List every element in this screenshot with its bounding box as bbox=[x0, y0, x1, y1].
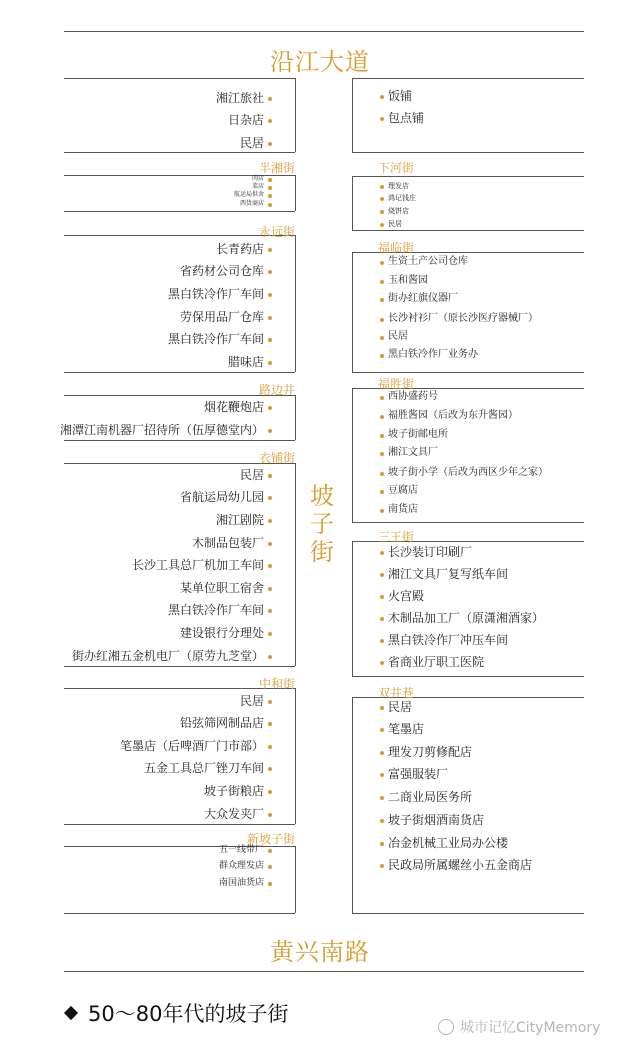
location-dot-icon bbox=[380, 864, 384, 868]
block-side-line bbox=[352, 176, 353, 230]
building-label: 西货商店 bbox=[239, 200, 264, 207]
building-label: 长青药店 bbox=[215, 242, 264, 256]
street-label: 中和街 bbox=[258, 677, 295, 691]
location-dot-icon bbox=[268, 865, 272, 869]
location-dot-icon bbox=[380, 573, 384, 577]
building-label: 木制品加工厂（原潇湘酒家） bbox=[388, 611, 545, 625]
location-dot-icon bbox=[380, 452, 384, 456]
building-label: 民居 bbox=[239, 694, 264, 708]
location-dot-icon bbox=[268, 186, 272, 190]
building-label: 民居 bbox=[388, 331, 408, 342]
building-label: 笔墨店 bbox=[388, 722, 425, 736]
location-dot-icon bbox=[268, 316, 272, 320]
location-dot-icon bbox=[380, 842, 384, 846]
location-dot-icon bbox=[268, 882, 272, 886]
location-dot-icon bbox=[268, 338, 272, 342]
caption bbox=[62, 998, 288, 1028]
building-label: 生资土产公司仓库 bbox=[388, 256, 468, 267]
block-side-line bbox=[295, 78, 296, 152]
block-bottom-line bbox=[352, 152, 584, 153]
location-dot-icon bbox=[268, 609, 272, 613]
building-label: 民居 bbox=[239, 468, 264, 482]
building-label: 湘江剧院 bbox=[215, 513, 264, 527]
building-label: 二商业局医务所 bbox=[388, 790, 473, 804]
building-label: 坡子街粮店 bbox=[203, 784, 264, 798]
location-dot-icon bbox=[380, 551, 384, 555]
building-label: 坡子街小学（后改为西区少年之家） bbox=[388, 467, 548, 478]
location-dot-icon bbox=[380, 298, 384, 302]
building-label: 省航运局幼儿园 bbox=[179, 490, 264, 504]
block-side-line bbox=[352, 78, 353, 152]
building-label: 长沙衬衫厂（原长沙医疗器械厂） bbox=[388, 313, 538, 324]
street-label: 下河街 bbox=[378, 161, 415, 175]
watermark-text: 城市记忆CityMemory bbox=[460, 1020, 601, 1036]
street-label: 新坡子街 bbox=[246, 832, 295, 846]
building-label: 民政局所属螺丝小五金商店 bbox=[388, 858, 533, 872]
block-side-line bbox=[295, 463, 296, 666]
block-top-line bbox=[64, 78, 295, 79]
block-side-line bbox=[295, 688, 296, 824]
building-label: 菜店 bbox=[251, 183, 264, 190]
location-dot-icon bbox=[268, 248, 272, 252]
building-label: 日杂店 bbox=[227, 113, 264, 127]
location-dot-icon bbox=[380, 617, 384, 621]
building-label: 西协盛药号 bbox=[388, 391, 438, 402]
building-label: 建设银行分理处 bbox=[179, 626, 264, 640]
south-border-line bbox=[64, 971, 584, 972]
location-dot-icon bbox=[268, 813, 272, 817]
building-label: 黑白铁冷作厂车间 bbox=[167, 603, 264, 617]
location-dot-icon bbox=[268, 655, 272, 659]
building-label: 街办红旗仪器厂 bbox=[388, 293, 458, 304]
street-label: 福临街 bbox=[378, 241, 415, 255]
building-label: 烟花鞭炮店 bbox=[203, 400, 264, 414]
location-dot-icon bbox=[380, 280, 384, 284]
location-dot-icon bbox=[380, 197, 384, 201]
building-label: 湘江文具厂复写纸车间 bbox=[388, 567, 509, 581]
location-dot-icon bbox=[380, 434, 384, 438]
street-label: 衣铺街 bbox=[258, 451, 295, 465]
location-dot-icon bbox=[380, 354, 384, 358]
center-street-label bbox=[308, 482, 336, 566]
block-top-line bbox=[352, 176, 584, 177]
building-label: 理发刀剪修配店 bbox=[388, 745, 473, 759]
block-side-line bbox=[295, 395, 296, 440]
block-side-line bbox=[352, 252, 353, 372]
north-road-label: 沿江大道 bbox=[270, 48, 370, 76]
location-dot-icon bbox=[380, 210, 384, 214]
building-label: 劳保用品厂仓库 bbox=[179, 310, 264, 324]
street-label: 双井巷 bbox=[378, 686, 415, 700]
location-dot-icon bbox=[380, 336, 384, 340]
location-dot-icon bbox=[268, 745, 272, 749]
street-label: 永远街 bbox=[258, 225, 295, 239]
building-label: 肉店 bbox=[251, 175, 264, 182]
location-dot-icon bbox=[268, 293, 272, 297]
location-dot-icon bbox=[268, 587, 272, 591]
location-dot-icon bbox=[268, 564, 272, 568]
location-dot-icon bbox=[268, 406, 272, 410]
block-bottom-line bbox=[64, 440, 295, 441]
location-dot-icon bbox=[380, 117, 384, 121]
block-top-line bbox=[352, 78, 584, 79]
location-dot-icon bbox=[268, 361, 272, 365]
center-street-char: 街 bbox=[310, 538, 334, 566]
building-label: 大众发夹厂 bbox=[203, 807, 264, 821]
location-dot-icon bbox=[268, 519, 272, 523]
building-label: 南国油货店 bbox=[218, 877, 264, 888]
location-dot-icon bbox=[268, 767, 272, 771]
location-dot-icon bbox=[268, 849, 272, 853]
building-label: 五金工具总厂锉刀车间 bbox=[143, 761, 264, 775]
block-bottom-line bbox=[64, 666, 295, 667]
building-label: 湘江旅社 bbox=[215, 91, 264, 105]
building-label: 福胜酱园（后改为东升酱园） bbox=[388, 410, 518, 421]
block-side-line bbox=[352, 541, 353, 676]
block-bottom-line bbox=[352, 913, 584, 914]
building-label: 航运局供舍 bbox=[233, 191, 264, 198]
location-dot-icon bbox=[268, 542, 272, 546]
south-road-label: 黄兴南路 bbox=[270, 938, 370, 966]
location-dot-icon bbox=[268, 790, 272, 794]
building-label: 冶金机械工业局办公楼 bbox=[388, 836, 509, 850]
location-dot-icon bbox=[268, 700, 272, 704]
location-dot-icon bbox=[268, 632, 272, 636]
block-bottom-line bbox=[352, 372, 584, 373]
building-label: 省药材公司仓库 bbox=[179, 264, 264, 278]
building-label: 坡子街烟酒南货店 bbox=[388, 813, 485, 827]
building-label: 包点铺 bbox=[388, 111, 425, 125]
wechat-icon bbox=[438, 1019, 454, 1035]
building-label: 火宫殿 bbox=[388, 589, 425, 603]
location-dot-icon bbox=[268, 429, 272, 433]
building-label: 五一线带厂 bbox=[218, 844, 264, 855]
block-bottom-line bbox=[64, 372, 295, 373]
location-dot-icon bbox=[380, 396, 384, 400]
location-dot-icon bbox=[380, 223, 384, 227]
building-label: 富强服装厂 bbox=[388, 767, 449, 781]
building-label: 铅弦筛网制品店 bbox=[179, 716, 264, 730]
center-street-char: 子 bbox=[310, 510, 334, 538]
block-bottom-line bbox=[352, 676, 584, 677]
location-dot-icon bbox=[380, 706, 384, 710]
location-dot-icon bbox=[380, 318, 384, 322]
location-dot-icon bbox=[380, 472, 384, 476]
building-label: 黑白铁冷作厂业务办 bbox=[388, 349, 478, 360]
building-label: 长沙装订印刷厂 bbox=[388, 545, 473, 559]
block-side-line bbox=[295, 846, 296, 913]
building-label: 南货店 bbox=[388, 504, 418, 515]
building-label: 烧饼店 bbox=[388, 206, 409, 215]
location-dot-icon bbox=[268, 119, 272, 123]
location-dot-icon bbox=[380, 751, 384, 755]
block-bottom-line bbox=[64, 152, 295, 153]
top-border-line bbox=[64, 31, 584, 32]
block-bottom-line bbox=[64, 824, 295, 825]
location-dot-icon bbox=[268, 97, 272, 101]
building-label: 坡子街邮电所 bbox=[388, 429, 448, 440]
building-label: 理发店 bbox=[388, 181, 409, 190]
location-dot-icon bbox=[268, 203, 272, 207]
building-label: 湘江文具厂 bbox=[388, 447, 438, 458]
building-label: 饭铺 bbox=[388, 89, 413, 103]
watermark bbox=[438, 1017, 600, 1037]
location-dot-icon bbox=[380, 796, 384, 800]
block-bottom-line bbox=[64, 211, 295, 212]
location-dot-icon bbox=[380, 509, 384, 513]
building-label: 黑白铁冷作厂车间 bbox=[167, 287, 264, 301]
location-dot-icon bbox=[380, 490, 384, 494]
building-label: 笔墨店（后啤酒厂门市部） bbox=[119, 739, 264, 753]
location-dot-icon bbox=[380, 661, 384, 665]
block-side-line bbox=[295, 175, 296, 211]
location-dot-icon bbox=[268, 194, 272, 198]
street-label: 三王街 bbox=[378, 530, 415, 544]
street-label: 半湘街 bbox=[258, 161, 295, 175]
building-label: 某单位职工宿舍 bbox=[179, 581, 264, 595]
building-label: 木制品包装厂 bbox=[191, 536, 264, 550]
building-label: 民居 bbox=[388, 219, 402, 228]
building-label: 街办红湘五金机电厂（原劳九芝堂） bbox=[71, 649, 264, 663]
building-label: 民居 bbox=[388, 700, 413, 714]
building-label: 民居 bbox=[239, 136, 264, 150]
building-label: 黑白铁冷作厂车间 bbox=[167, 332, 264, 346]
location-dot-icon bbox=[380, 261, 384, 265]
street-label: 路边井 bbox=[258, 383, 295, 397]
location-dot-icon bbox=[380, 773, 384, 777]
block-bottom-line bbox=[352, 230, 584, 231]
building-label: 省商业厅职工医院 bbox=[388, 655, 485, 669]
building-label: 玉和酱园 bbox=[388, 275, 428, 286]
block-side-line bbox=[295, 235, 296, 372]
location-dot-icon bbox=[380, 595, 384, 599]
building-label: 鸿记钱庄 bbox=[388, 193, 416, 202]
building-label: 豆腐店 bbox=[388, 485, 418, 496]
block-side-line bbox=[352, 388, 353, 522]
location-dot-icon bbox=[268, 178, 272, 182]
location-dot-icon bbox=[268, 270, 272, 274]
location-dot-icon bbox=[380, 639, 384, 643]
caption-text: 50～80年代的坡子街 bbox=[88, 1002, 289, 1026]
block-bottom-line bbox=[64, 913, 295, 914]
location-dot-icon bbox=[380, 185, 384, 189]
location-dot-icon bbox=[380, 415, 384, 419]
street-label: 福胜街 bbox=[378, 377, 415, 391]
diamond-icon bbox=[64, 1006, 78, 1020]
location-dot-icon bbox=[380, 819, 384, 823]
building-label: 黑白铁冷作厂冲压车间 bbox=[388, 633, 509, 647]
center-street-char: 坡 bbox=[310, 482, 334, 510]
block-bottom-line bbox=[352, 522, 584, 523]
location-dot-icon bbox=[268, 474, 272, 478]
building-label: 湘潭江南机器厂招待所（伍厚德堂内） bbox=[59, 423, 264, 437]
location-dot-icon bbox=[380, 95, 384, 99]
location-dot-icon bbox=[268, 142, 272, 146]
building-label: 长沙工具总厂机加工车间 bbox=[131, 558, 264, 572]
building-label: 腊味店 bbox=[227, 355, 264, 369]
block-side-line bbox=[352, 697, 353, 913]
building-label: 群众理发店 bbox=[218, 860, 264, 871]
location-dot-icon bbox=[268, 496, 272, 500]
location-dot-icon bbox=[380, 728, 384, 732]
location-dot-icon bbox=[268, 722, 272, 726]
